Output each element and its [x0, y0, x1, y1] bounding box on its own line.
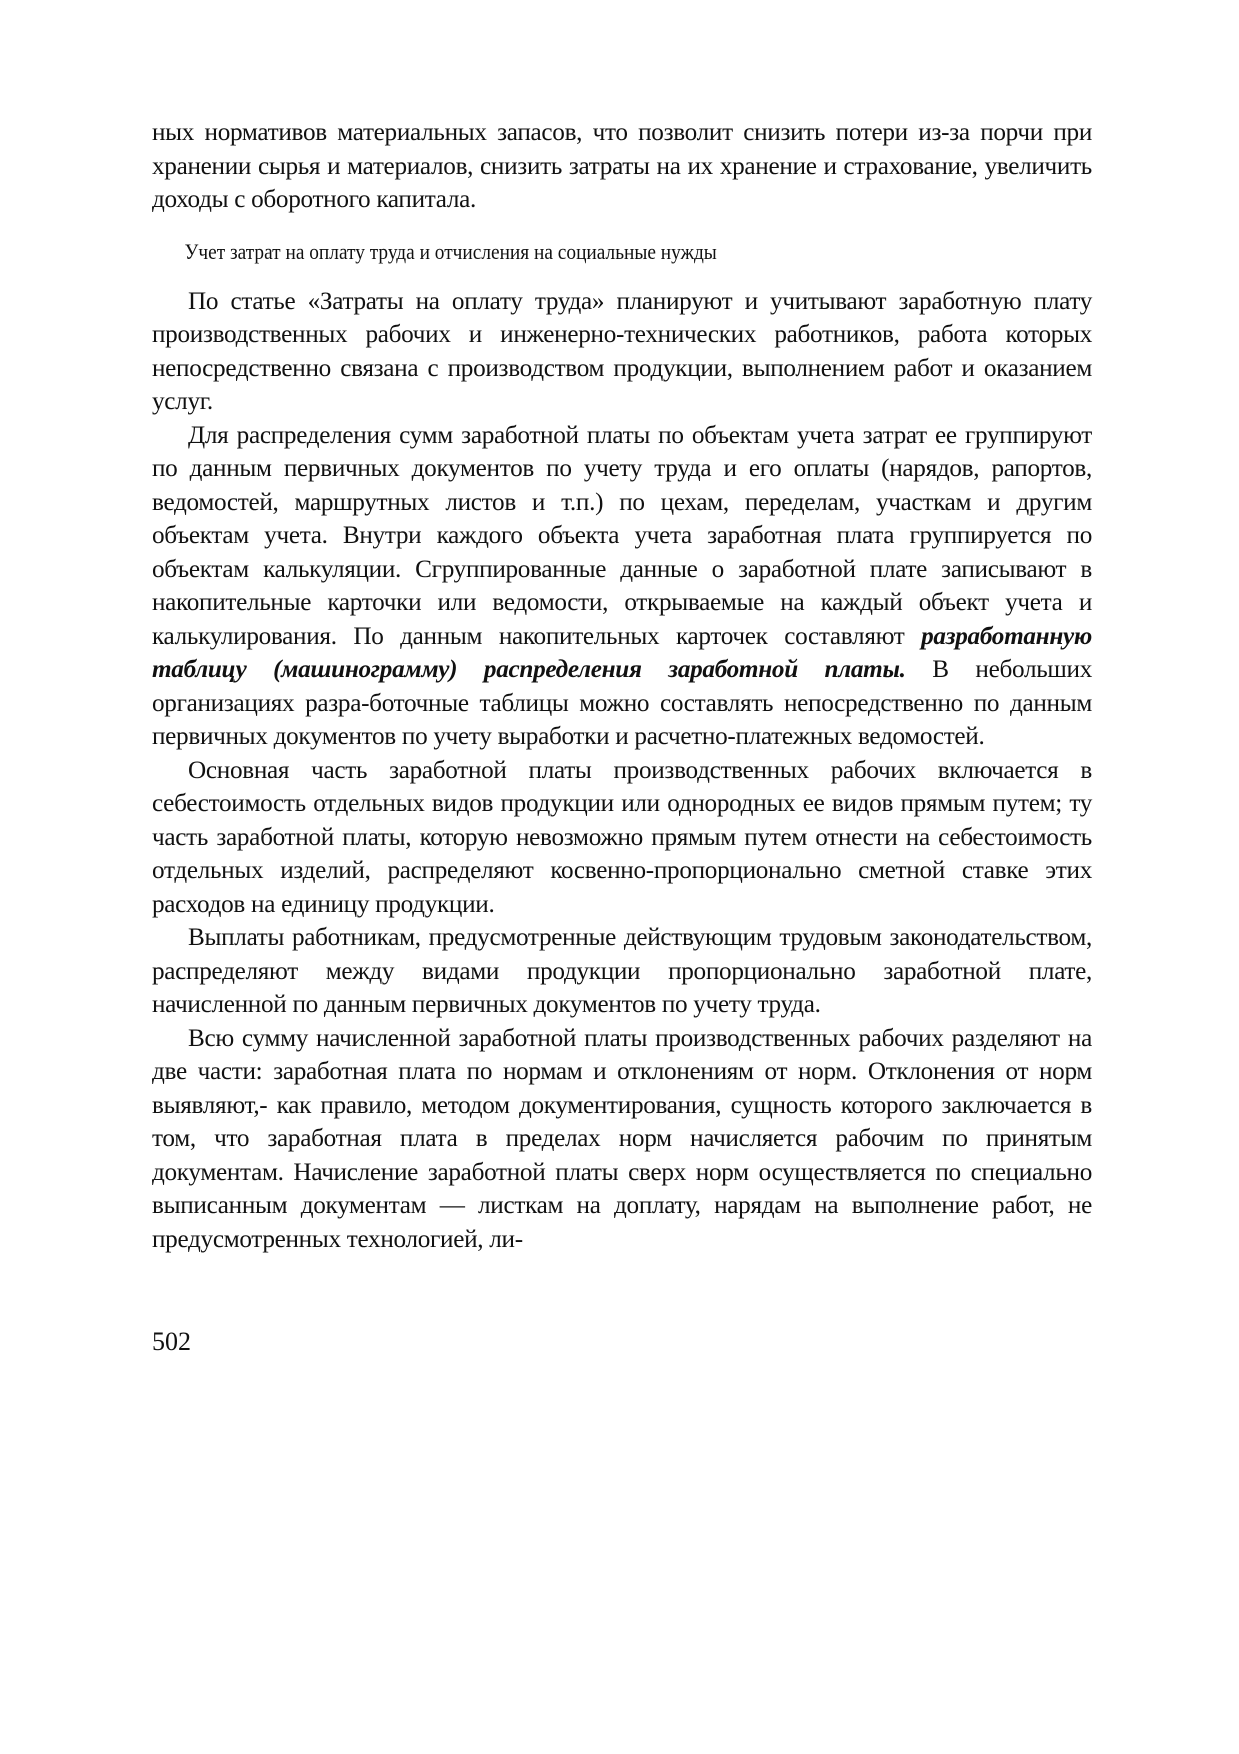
continuation-paragraph: ных нормативов материальных запасов, что позволит снизить потери из-за порчи при хранении сырья и материалов, снизить затраты на их хранение и страхование, увеличить доходы с оборотного капитала. — [152, 119, 1092, 213]
paragraph-salary-article: По статье «Затраты на оплату труда» планируют и учитывают заработную плату производственных рабочих и инженерно-технических работников, работа которых непосредственно связана с производством продукции, выполнением работ и оказанием услуг. — [152, 287, 1092, 415]
emphasized-term: разработанную таблицу (машинограмму) распределения заработной платы. — [152, 622, 1092, 683]
paragraph-text-before-emphasis: Для распределения сумм заработной платы по объектам учета затрат ее группируют по данным первичных документов по учету труда и его оплаты (нарядов, рапортов, ведомостей, маршрутных листов и т.п.) по цехам, переделам, участкам и другим объектам учета. Внутри каждого объекта учета заработная плата группируется по объектам калькуляции. Сгруппированные данные о заработной плате записывают в накопительные карточки или ведомости, открываемые на каждый объект учета и калькулирования. По данным накопительных карточек составляют — [152, 421, 1092, 650]
paragraph-norms-deviations: Всю сумму начисленной заработной платы производственных рабочих разделяют на две части: заработная плата по нормам и отклонениям от норм. Отклонения от норм выявляют,- как правило, методом документирования, сущность которого заключается в том, что заработная плата в пределах норм начисляется рабочим по принятым документам. Начисление заработной платы сверх норм осуществляется по специально выписанным документам — листкам на доплату, нарядам на выполнение работ, не предусмотренных технологией, ли- — [152, 1024, 1092, 1253]
document-page — [152, 116, 1092, 1256]
page-number: 502 — [152, 1327, 191, 1356]
paragraph-payments: Выплаты работникам, предусмотренные действующим трудовым законодательством, распределяют между видами продукции пропорционально заработной плате, начисленной по данным первичных документов по учету труда. — [152, 924, 1092, 1018]
paragraph-main-salary: Основная часть заработной платы производственных рабочих включается в себестоимость отдельных видов продукции или однородных ее видов прямым путем; ту часть заработной платы, которую невозможно прямым путем отнести на себестоимость отдельных изделий, распределяют косвенно-пропорционально сметной ставке этих расходов на единицу продукции. — [152, 756, 1092, 918]
section-heading: Учет затрат на оплату труда и отчисления на социальные нужды — [184, 238, 717, 264]
paragraph-salary-distribution — [152, 419, 1092, 754]
paragraph-text-after-emphasis: В небольших организациях разра-боточные таблицы можно составлять непосредственно по данным первичных документов по учету выработки и расчетно-платежных ведомостей. — [152, 656, 1092, 750]
